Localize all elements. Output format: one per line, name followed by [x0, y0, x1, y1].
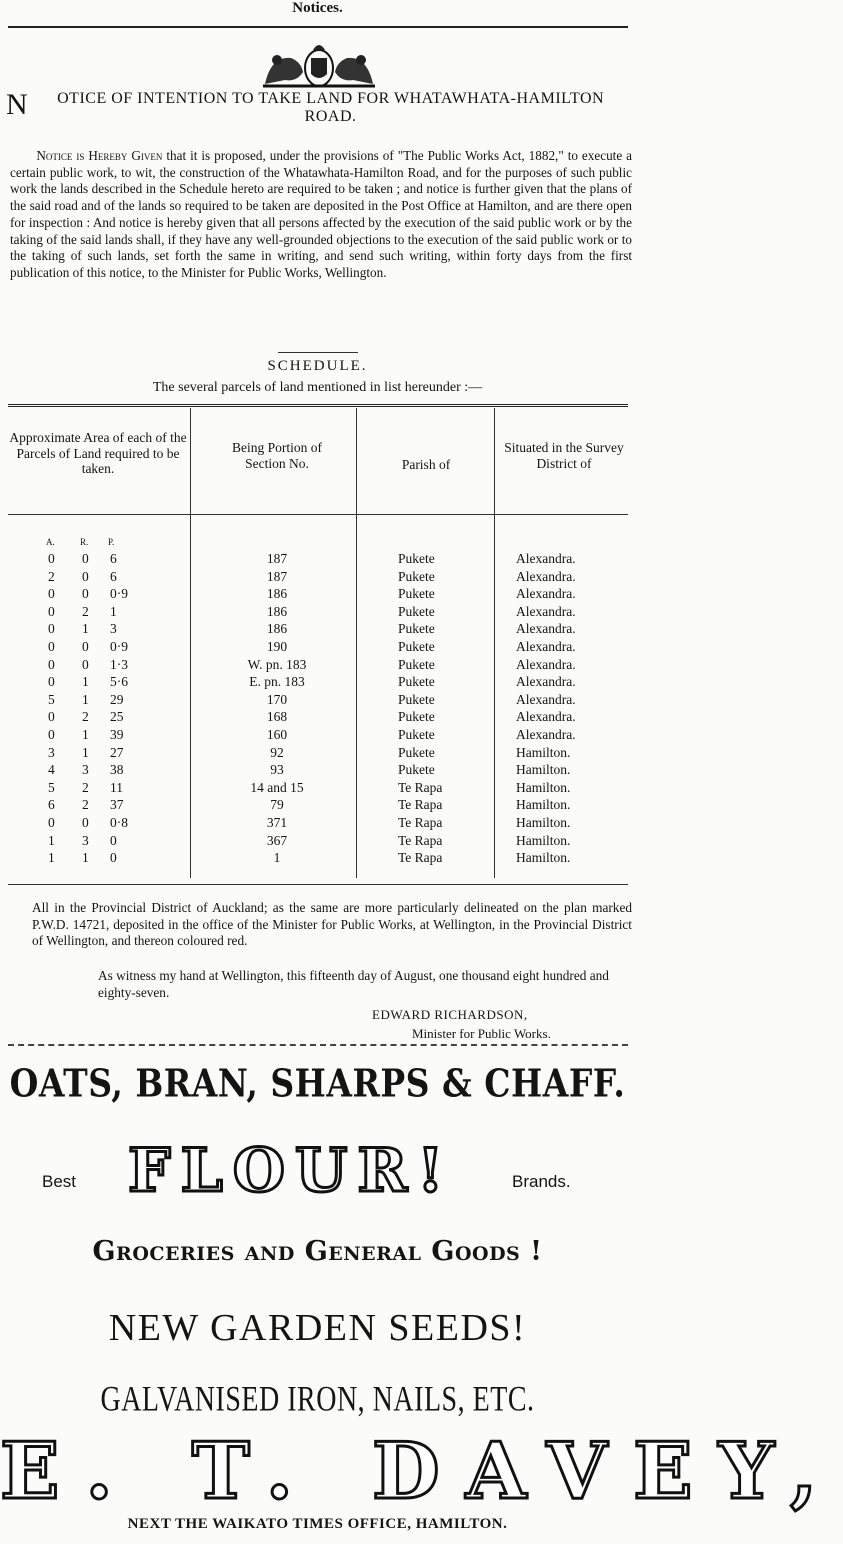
survey-district: Alexandra. [516, 727, 576, 742]
area-acres: 5 [48, 779, 55, 795]
survey-district: Alexandra. [516, 603, 576, 619]
area-acres: 1 [48, 850, 55, 866]
schedule-rule [278, 352, 358, 353]
section-number: 187 [266, 568, 288, 584]
advert-flour: FLOUR! [128, 1136, 454, 1206]
table-row [0, 745, 635, 763]
table-header-rule [8, 514, 628, 515]
area-acres: 0 [48, 815, 55, 830]
area-roods: 1 [82, 744, 89, 760]
section-number: 367 [266, 832, 288, 848]
unit-header-roods: R. [80, 537, 89, 547]
notice-title [6, 90, 631, 126]
area-perches: 37 [110, 797, 124, 813]
advert-line-feed: OATS, BRAN, SHARPS & CHAFF. [9, 1061, 626, 1106]
area-perches: 1 [110, 603, 117, 619]
parish-name: Pukete [398, 691, 435, 707]
survey-district: Hamilton. [516, 744, 571, 760]
table-row [0, 551, 635, 569]
area-perches: 6 [110, 568, 117, 584]
page-header: Notices. [292, 0, 343, 16]
section-number: 186 [266, 621, 288, 637]
survey-district: Alexandra. [516, 656, 576, 672]
area-acres: 0 [48, 656, 55, 672]
parish-name: Te Rapa [398, 832, 443, 848]
table-row [0, 621, 635, 639]
area-roods: 3 [82, 832, 89, 848]
area-perches: 29 [110, 691, 124, 707]
survey-district: Alexandra. [516, 586, 576, 602]
parish-name: Te Rapa [398, 779, 443, 795]
area-perches: 0·9 [110, 639, 128, 654]
area-perches: 3 [110, 621, 117, 637]
advert-merchant-name: E. T. DAVEY, [0, 1426, 843, 1517]
section-number: W. pn. 183 [247, 656, 307, 672]
section-number: 168 [266, 709, 288, 725]
section-number: 371 [266, 815, 288, 830]
table-bottom-rule [8, 884, 628, 885]
area-acres: 0 [48, 674, 55, 690]
parish-name: Te Rapa [398, 850, 443, 866]
section-number: 93 [270, 762, 284, 778]
section-number: 14 and 15 [250, 779, 304, 795]
area-perches: 6 [110, 551, 117, 566]
parish-name: Pukete [398, 762, 435, 778]
header-rule [8, 26, 628, 28]
table-row [0, 674, 635, 692]
area-roods: 0 [82, 815, 89, 830]
survey-district: Alexandra. [516, 621, 576, 637]
survey-district: Alexandra. [516, 674, 576, 690]
parish-name: Pukete [398, 744, 435, 760]
notice-title-initial: N [6, 88, 29, 121]
parish-name: Pukete [398, 551, 435, 566]
notice-body [10, 148, 632, 282]
section-number: 187 [266, 551, 288, 566]
area-roods: 1 [82, 674, 89, 690]
table-row [0, 780, 635, 798]
area-acres: 0 [48, 709, 55, 725]
table-row [0, 692, 635, 710]
column-header-district: Situated in the Survey District of [504, 440, 624, 471]
notice-footer: All in the Provincial District of Auckland; as the same are more particularly delineated on the plan marked P.W.D. 14721, deposited in the office of the Minister for Public Works, at Wellington, in the Provincial District of Wellington, and thereon coloured red. [32, 900, 632, 948]
survey-district: Alexandra. [516, 639, 576, 654]
area-roods: 0 [82, 656, 89, 672]
table-row [0, 727, 635, 745]
advert-line-iron: GALVANISED IRON, NAILS, ETC. [100, 1379, 535, 1420]
area-roods: 2 [82, 709, 89, 725]
area-acres: 4 [48, 762, 55, 778]
section-number: 190 [266, 639, 288, 654]
table-top-rule [8, 404, 628, 407]
parish-name: Pukete [398, 656, 435, 672]
area-perches: 0 [110, 850, 117, 866]
advert-best: Best [42, 1172, 77, 1191]
survey-district: Hamilton. [516, 762, 571, 778]
section-number: 186 [266, 603, 288, 619]
table-row [0, 709, 635, 727]
area-roods: 0 [82, 568, 89, 584]
area-acres: 3 [48, 744, 55, 760]
section-number: 92 [270, 744, 284, 760]
table-row [0, 815, 635, 833]
area-roods: 2 [82, 603, 89, 619]
parish-name: Pukete [398, 621, 435, 637]
survey-district: Alexandra. [516, 551, 576, 566]
survey-district: Alexandra. [516, 568, 576, 584]
area-perches: 5·6 [110, 674, 128, 690]
table-row [0, 586, 635, 604]
survey-district: Hamilton. [516, 850, 571, 866]
table-row [0, 850, 635, 868]
schedule-table-body [0, 551, 635, 881]
survey-district: Alexandra. [516, 691, 576, 707]
area-perches: 39 [110, 727, 124, 742]
area-perches: 0 [110, 832, 117, 848]
area-acres: 6 [48, 797, 55, 813]
column-header-parish: Parish of [401, 457, 451, 472]
survey-district: Hamilton. [516, 779, 571, 795]
column-header-section: Being Portion of Section No. [232, 440, 322, 471]
area-perches: 0·8 [110, 815, 128, 830]
survey-district: Alexandra. [516, 709, 576, 725]
survey-district: Hamilton. [516, 832, 571, 848]
area-acres: 0 [48, 639, 55, 654]
area-perches: 38 [110, 762, 124, 778]
area-roods: 0 [82, 639, 89, 654]
table-row [0, 604, 635, 622]
area-roods: 1 [82, 727, 89, 742]
area-acres: 0 [48, 603, 55, 619]
parish-name: Pukete [398, 586, 435, 602]
section-number: 79 [270, 797, 284, 813]
area-roods: 0 [82, 586, 89, 602]
parish-name: Te Rapa [398, 815, 443, 830]
area-perches: 27 [110, 744, 124, 760]
area-perches: 0·9 [110, 586, 128, 602]
table-row [0, 569, 635, 587]
area-roods: 1 [82, 850, 89, 866]
area-acres: 2 [48, 568, 55, 584]
table-row [0, 833, 635, 851]
area-acres: 0 [48, 586, 55, 602]
unit-header-acres: A. [46, 537, 55, 547]
table-row [0, 639, 635, 657]
area-perches: 1·3 [110, 656, 128, 672]
section-number: 170 [266, 691, 288, 707]
signatory-title: Minister for Public Works. [412, 1026, 551, 1041]
advert-address: NEXT THE WAIKATO TIMES OFFICE, HAMILTON. [127, 1516, 508, 1532]
royal-coat-of-arms-icon [255, 38, 383, 90]
area-perches: 11 [110, 779, 123, 795]
schedule-title: SCHEDULE. [267, 358, 368, 374]
section-number: 186 [266, 586, 288, 602]
table-row [0, 762, 635, 780]
notice-lead-in: Notice is Hereby Given [36, 148, 163, 163]
column-header-area: Approximate Area of each of the Parcels of Land required to be taken. [9, 430, 187, 476]
unit-header-perches: P. [108, 537, 115, 547]
parish-name: Pukete [398, 639, 435, 654]
area-acres: 0 [48, 621, 55, 637]
area-roods: 0 [82, 551, 89, 566]
table-row [0, 797, 635, 815]
area-roods: 1 [82, 691, 89, 707]
section-number: 160 [266, 727, 288, 742]
parish-name: Pukete [398, 568, 435, 584]
survey-district: Hamilton. [516, 815, 571, 830]
notice-body-text: that it is proposed, under the provisions of "The Public Works Act, 1882," to execute a certain public work, to wit, the construction of the Whatawhata-Hamilton Road, and for the purposes of such public work the lands described in the Schedule hereto are required to be taken ; and notice is further given that the plans of the said road and of the lands so required to be taken are deposited in the Post Office at Hamilton, and are there open for inspection : And notice is hereby given that all persons affected by the execution of the said public work or by the taking of the said lands shall, if they have any well-grounded objections to the execution of the said public work or to the taking of such lands, set forth the same in writing, and send such writing, within forty days from the first publication of this notice, to the Minister for Public Works, Wellington. [10, 148, 633, 280]
advert-line-groceries: Groceries and General Goods ! [92, 1236, 543, 1267]
area-acres: 0 [48, 551, 55, 566]
notice-title-text: OTICE OF INTENTION TO TAKE LAND FOR WHATAWHATA-HAMILTON ROAD. [57, 90, 605, 125]
area-roods: 3 [82, 762, 89, 778]
parish-name: Pukete [398, 674, 435, 690]
advert-brands: Brands. [512, 1172, 571, 1191]
area-acres: 0 [48, 727, 55, 742]
section-divider [8, 1044, 628, 1058]
area-perches: 25 [110, 709, 124, 725]
parish-name: Pukete [398, 727, 435, 742]
area-roods: 2 [82, 797, 89, 813]
parish-name: Pukete [398, 709, 435, 725]
area-acres: 1 [48, 832, 55, 848]
advert-line-seeds: NEW GARDEN SEEDS! [108, 1307, 527, 1349]
section-number: E. pn. 183 [249, 674, 305, 690]
parish-name: Pukete [398, 603, 435, 619]
signatory-name: EDWARD RICHARDSON, [372, 1007, 528, 1022]
table-row [0, 657, 635, 675]
section-number: 1 [273, 850, 281, 866]
parish-name: Te Rapa [398, 797, 443, 813]
survey-district: Hamilton. [516, 797, 571, 813]
witness-statement: As witness my hand at Wellington, this fifteenth day of August, one thousand eight hundred and eighty-seven. [98, 968, 609, 1000]
schedule-subtitle: The several parcels of land mentioned in list hereunder :— [152, 380, 483, 395]
area-roods: 1 [82, 621, 89, 637]
area-acres: 5 [48, 691, 55, 707]
area-roods: 2 [82, 779, 89, 795]
